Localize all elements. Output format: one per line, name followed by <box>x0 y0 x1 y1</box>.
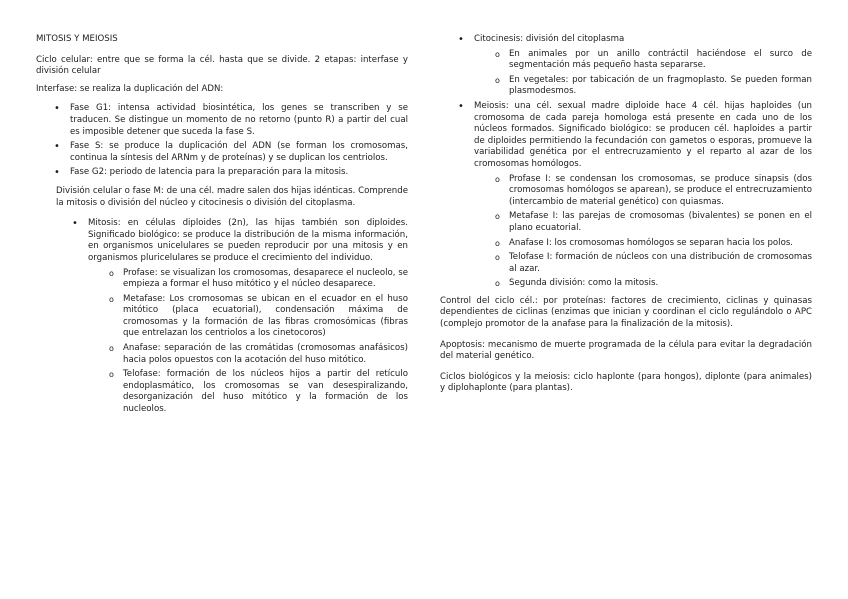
list-item-anafase: o Anafase: separación de las cromátidas (cromosomas anafásicos) hacia polos opuestos con la acotación del huso mitótico. <box>89 343 408 366</box>
citocinesis-sub-list <box>474 49 812 98</box>
paragraph-ciclos-biologicos: Ciclos biológicos y la meiosis: ciclo haplonte (para hongos), diplonte (para animales) y diplohaplonte (para plantas). <box>440 371 812 394</box>
list-item-profase-i: o Profase I: se condensan los cromosomas, se produce sinapsis (dos cromosomas homólogos se aparean), se produce el entrecruzamiento (intercambio de material genético) con quiasmas. <box>475 174 812 209</box>
list-item-metafase: o Metafase: Los cromosomas se ubican en el ecuador en el huso mitótico (placa ecuatorial), condensación máxima de cromosomas y la formación de las fibras cromosómicas (fibras que entrelazan los centriolos a los cinetocoros) <box>89 294 408 340</box>
mitosis-phase-list <box>88 268 408 416</box>
paragraph-apoptosis: Apoptosis: mecanismo de muerte programada de la célula para evitar la degradación del material genético. <box>440 339 812 362</box>
list-item-meiosis <box>440 101 812 290</box>
list-item-telofase-i: o Telofase I: formación de núcleos con una distribución de cromosomas al azar. <box>475 252 812 275</box>
list-item-metafase-i: o Metafase I: las parejas de cromosomas (bivalentes) se ponen en el plano ecuatorial. <box>475 211 812 234</box>
citocinesis-text: Citocinesis: división del citoplasma <box>474 34 625 44</box>
list-item-telofase: o Telofase: formación de los núcleos hijos a partir del retículo endoplasmático, los cromosomas se van desespiralizando, desorganización del huso mitótico y la formación de los nucleolos. <box>89 369 408 415</box>
document-title: MITOSIS Y MEIOSIS <box>36 34 118 44</box>
meiosis-phase-list <box>474 174 812 290</box>
list-item-citocinesis-animales: o En animales por un anillo contráctil haciéndose el surco de segmentación más pequeño hasta separarse. <box>475 49 812 72</box>
right-column <box>440 34 812 401</box>
interfase-phase-list <box>36 103 408 179</box>
list-item-citocinesis-vegetales: o En vegetales: por tabicación de un fragmoplasto. Se pueden forman plasmodesmos. <box>475 75 812 98</box>
list-item-fase-s: • Fase S: se produce la duplicación del ADN (se forman los cromosomas, continua la síntesis del ARNm y de proteínas) y se duplican los centriolos. <box>36 141 408 164</box>
mitosis-text: Mitosis: en células diploides (2n), las hijas también son diploides. Significado biológico: se produce la distribución de la misma información, en organismos unicelulares se pueden reproducir por una mitosis y en organismos pluricelulares se produce el crecimiento del individuo. <box>88 218 408 263</box>
paragraph-interfase: Interfase: se realiza la duplicación del ADN: <box>36 83 224 94</box>
citocinesis-meiosis-list <box>440 34 812 290</box>
meiosis-text: Meiosis: una cél. sexual madre diploide hace 4 cél. hijas haploides (un cromosoma de cada pareja homologa está presente en cada uno de los núcleos formados. Significado biológico: se producen cél. haploides a partir de diploides permitiendo la fecundación con gametos o esporas, promueve la variabilidad genética por el entrecruzamiento y el reparto al azar de los cromosomas homólogos. <box>474 100 812 169</box>
list-item-fase-g1: • Fase G1: intensa actividad biosintética, los genes se transcriben y se traducen. Se distingue un momento de no retorno (punto R) a partir del cual es imposible detener que suceda la fase S. <box>36 103 408 138</box>
left-column <box>36 34 408 419</box>
paragraph-division-celular: División celular o fase M: de una cél. madre salen dos hijas idénticas. Comprende la mitosis o división del núcleo y citocinesis o división del citoplasma. <box>56 185 408 208</box>
list-item-profase: o Profase: se visualizan los cromosomas, desaparece el nucleolo, se empieza a formar el huso mitótico y el núcleo desaparece. <box>89 268 408 291</box>
paragraph-control-ciclo: Control del ciclo cél.: por proteínas: factores de crecimiento, ciclinas y quinasas dependientes de ciclinas (enzimas que inician y coordinan el ciclo regulándolo o APC (complejo promotor de la anafase para la finalización de la mitosis). <box>440 295 812 330</box>
paragraph-ciclo-celular: Ciclo celular: entre que se forma la cél. hasta que se divide. 2 etapas: interfase y división celular <box>36 54 408 77</box>
list-item-mitosis <box>36 218 408 416</box>
mitosis-list <box>36 218 408 416</box>
list-item-citocinesis <box>440 34 812 98</box>
list-item-segunda-division: o Segunda división: como la mitosis. <box>475 278 812 290</box>
list-item-anafase-i: o Anafase I: los cromosomas homólogos se separan hacia los polos. <box>475 238 812 250</box>
list-item-fase-g2: • Fase G2: periodo de latencia para la preparación para la mitosis. <box>36 167 408 179</box>
